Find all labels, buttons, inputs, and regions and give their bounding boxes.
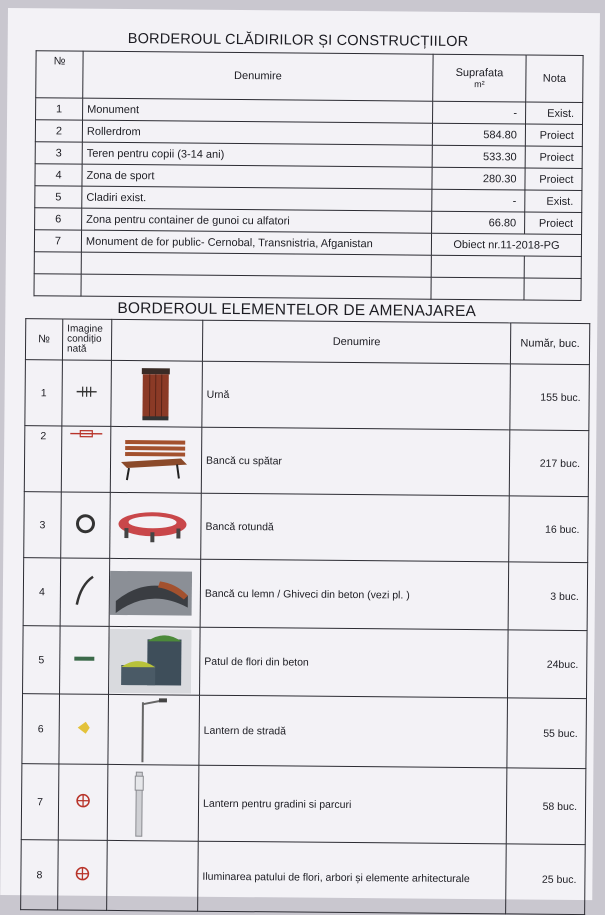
header-area: Suprafata m² <box>433 54 526 102</box>
table-cell: Zona de sport <box>82 164 432 189</box>
table-cell: 280.30 <box>432 167 525 190</box>
table-cell: Proiect <box>525 212 582 234</box>
table-cell: 1 <box>25 360 63 426</box>
table-cell: 584.80 <box>432 123 525 146</box>
table-row <box>21 840 586 915</box>
table-cell: 2 <box>35 120 82 142</box>
flowerbed-symbol-icon <box>60 626 110 694</box>
table-cell: 25 buc. <box>506 844 586 915</box>
flowerbed-illustration <box>109 626 201 695</box>
table-cell: 4 <box>35 164 82 186</box>
table-cell: Proiect <box>525 146 582 168</box>
street-lamp-illustration <box>108 694 200 765</box>
table-cell: Monument de for public- Cernobal, Transnistria, Afganistan <box>81 230 431 255</box>
table-cell: 4 <box>23 558 61 626</box>
table-cell: 7 <box>21 764 59 840</box>
table-row <box>23 626 588 699</box>
table-cell: Obiect nr.11-2018-PG <box>431 233 581 256</box>
table-cell: Lantern pentru gradini si parcuri <box>198 765 507 844</box>
header-illustration <box>111 319 202 361</box>
header-image: Imagine condițio nată <box>62 319 111 360</box>
table-cell: 3 buc. <box>508 562 588 631</box>
table-cell: Urnă <box>202 361 511 430</box>
urn-illustration <box>111 360 203 427</box>
table-cell: Exist. <box>525 190 582 212</box>
table-cell: 3 <box>24 492 62 558</box>
table-row <box>25 360 590 431</box>
table-cell: 1 <box>36 98 83 120</box>
header-no: № <box>25 319 62 360</box>
table-cell: Monument <box>83 98 433 123</box>
table-cell: 66.80 <box>432 211 525 234</box>
street-lamp-symbol-icon <box>59 694 109 764</box>
table-cell: 533.30 <box>432 145 525 168</box>
table-cell: - <box>433 101 526 124</box>
table-cell: 16 buc. <box>509 496 589 563</box>
empty-row <box>34 274 581 301</box>
buildings-table <box>33 50 583 301</box>
table-row <box>22 694 587 769</box>
table-cell: Lantern de stradă <box>199 695 508 768</box>
table-cell: Proiect <box>525 168 582 190</box>
buildings-header-row <box>36 51 583 103</box>
table-cell: 6 <box>35 208 82 230</box>
table-cell: Cladiri exist. <box>82 186 432 211</box>
table-cell: Proiect <box>525 124 582 146</box>
bench-illustration <box>110 426 202 493</box>
spotlight-illustration <box>107 840 199 911</box>
buildings-table-title: BORDEROUL CLĂDIRILOR ȘI CONSTRUCȚIILOR <box>128 31 469 50</box>
table-cell: 7 <box>34 230 81 252</box>
table-cell: 3 <box>35 142 82 164</box>
header-no: № <box>36 51 83 98</box>
table-cell: 217 buc. <box>509 430 589 497</box>
table-cell: 5 <box>23 626 61 694</box>
table-row <box>24 492 589 563</box>
header-name: Denumire <box>83 51 433 101</box>
bench-symbol-icon <box>61 426 111 492</box>
urn-symbol-icon <box>62 360 112 426</box>
table-cell: Teren pentru copii (3-14 ani) <box>82 142 432 167</box>
garden-lamp-symbol-icon <box>58 764 108 840</box>
table-cell: Exist. <box>526 102 583 124</box>
table-cell: 8 <box>21 840 59 910</box>
table-row <box>23 558 588 631</box>
table-cell: Bancă cu spătar <box>201 427 510 496</box>
header-note: Nota <box>526 55 583 102</box>
table-row <box>24 426 589 497</box>
spotlight-symbol-icon <box>58 840 108 910</box>
table-cell: Rollerdrom <box>82 120 432 145</box>
round-bench-illustration <box>110 492 202 559</box>
elements-table <box>20 318 590 915</box>
curved-bench-illustration <box>109 558 201 627</box>
table-cell: Bancă rotundă <box>201 493 510 562</box>
header-name: Denumire <box>202 320 510 364</box>
table-row <box>21 764 586 845</box>
round-bench-symbol-icon <box>61 492 111 558</box>
table-cell: - <box>432 189 525 212</box>
table-cell: Bancă cu lemn / Ghiveci din beton (vezi pl. ) <box>200 559 509 630</box>
table-cell: Patul de flori din beton <box>200 627 509 698</box>
table-cell: 58 buc. <box>506 768 586 845</box>
table-cell: 5 <box>35 186 82 208</box>
elements-table-title: BORDEROUL ELEMENTELOR DE AMENAJAREA <box>117 300 476 321</box>
document-sheet <box>0 8 600 900</box>
table-cell: Iluminarea patului de flori, arbori și elemente arhitecturale <box>198 841 507 914</box>
table-cell: Zona pentru container de gunoi cu alfatori <box>82 208 432 233</box>
table-cell: 155 buc. <box>510 364 590 431</box>
table-cell: 6 <box>22 694 60 764</box>
elements-header-row <box>25 319 589 365</box>
curved-bench-symbol-icon <box>60 558 110 626</box>
garden-lamp-illustration <box>107 764 199 841</box>
table-cell: 55 buc. <box>507 698 587 769</box>
table-cell: 2 <box>24 426 62 492</box>
header-count: Număr, buc. <box>510 323 589 365</box>
table-cell: 24buc. <box>507 630 587 699</box>
